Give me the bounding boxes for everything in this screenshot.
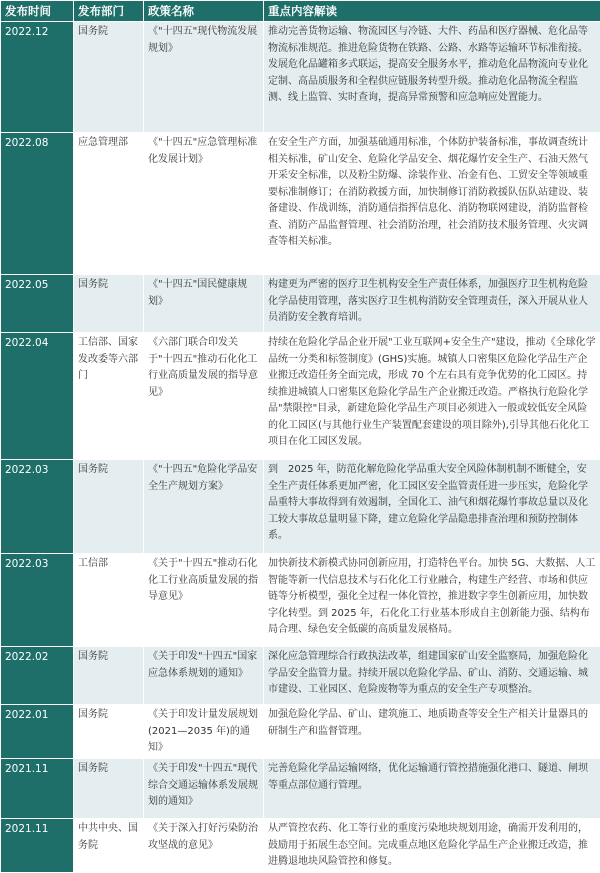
row-department: 国务院 bbox=[74, 460, 144, 554]
row-content: 加强危险化学品、矿山、建筑施工、地质勘查等安全生产相关计量器具的研制生产和监督管理。 bbox=[264, 705, 600, 759]
row-policy-name: 《关于深入打好污染防治攻坚战的意见》 bbox=[144, 819, 264, 873]
row-policy-name: 《关于印发计量发展规划(2021—2035 年)的通知》 bbox=[144, 705, 264, 759]
row-policy-name: 《"十四五"危险化学品安全生产规划方案》 bbox=[144, 460, 264, 554]
row-date: 2022.08 bbox=[1, 133, 74, 275]
row-date: 2021.11 bbox=[1, 759, 74, 819]
row-department: 工信部 bbox=[74, 554, 144, 647]
row-date: 2022.03 bbox=[1, 554, 74, 647]
row-department: 国务院 bbox=[74, 759, 144, 819]
row-date: 2022.02 bbox=[1, 647, 74, 705]
row-policy-name: 《"十四五"应急管理标准化发展计划》 bbox=[144, 133, 264, 275]
row-date: 2022.03 bbox=[1, 460, 74, 554]
row-content: 到 2025 年，防范化解危险化学品重大安全风险体制机制不断健全，安全生产责任体系更加严密，化工园区安全监管责任进一步压实，危险化学品重特大事故得到有效遏制，全国化工、油气和烟花爆竹事故总量以及化工较大事故总量明显下降，建立危险化学品隐患排查治理和预防控制体系。 bbox=[264, 460, 600, 554]
table-row bbox=[1, 22, 600, 133]
row-department: 中共中央、国务院 bbox=[74, 819, 144, 873]
row-policy-name: 《六部门联合印发关于"十四五"推动石化化工行业高质量发展的指导意见》 bbox=[144, 333, 264, 460]
row-content: 持续在危险化学品企业开展"工业互联网+安全生产"建设，推动《全球化学品统一分类和标签制度》(GHS)实施。城镇人口密集区危险化学品生产企业搬迁改造任务全面完成，形成 70 个左右具有竞争优势的化工园区。持续推进城镇人口密集区危险化学品生产企业搬迁改造。严格执行危险化学品"禁限控"目录，新建危险化学品生产项目必须进入一般或较低安全风险的化工园区(与其他行业生产装置配套建设的项目除外),引导其他石化化工项目在化工园区发展。 bbox=[264, 333, 600, 460]
table-row bbox=[1, 275, 600, 333]
row-date: 2021.11 bbox=[1, 819, 74, 873]
header-date: 发布时间 bbox=[1, 1, 74, 22]
table-row bbox=[1, 647, 600, 705]
row-content: 从严管控农药、化工等行业的重度污染地块规划用途，确需开发利用的，鼓励用于拓展生态空间。完成重点地区危险化学品生产企业搬迁改造，推进腾退地块风险管控和修复。 bbox=[264, 819, 600, 873]
row-content: 推动完善货物运输、物流园区与冷链、大件、药品和医疗器械、危化品等物流标准规范。推进危险货物在铁路、公路、水路等运输环节标准衔接。发展危化品罐箱多式联运，提高安全服务水平，推动危化品物流向专业化定制、高品质服务和全程供应链服务转型升级。推动危化品物流全程监测、线上监管、实时查询，提高异常预警和应急响应处置能力。 bbox=[264, 22, 600, 133]
table-row bbox=[1, 460, 600, 554]
row-policy-name: 《关于印发"十四五"国家应急体系规划的通知》 bbox=[144, 647, 264, 705]
header-policy-name: 政策名称 bbox=[144, 1, 264, 22]
table-row bbox=[1, 759, 600, 819]
row-content: 在安全生产方面，加强基础通用标准，个体防护装备标准，事故调查统计相关标准，矿山安全、危险化学品安全、烟花爆竹安全生产、石油天然气开采安全标准，以及粉尘防爆、涂装作业、冶金有色、工贸安全等领域重要标准制修订；在消防救援方面，加快制修订消防救援队伍队站建设、装备建设、作战训练，消防通信指挥信息化、消防物联网建设，消防监督检查、消防产品监督管理、社会消防治理，社会消防技术服务管理、火灾调查等相关标准。 bbox=[264, 133, 600, 275]
row-content: 构建更为严密的医疗卫生机构安全生产责任体系，加强医疗卫生机构危险化学品使用管理，落实医疗卫生机构消防安全管理责任，深入开展从业人员消防安全教育培训。 bbox=[264, 275, 600, 333]
row-date: 2022.05 bbox=[1, 275, 74, 333]
row-department: 国务院 bbox=[74, 647, 144, 705]
row-department: 国务院 bbox=[74, 22, 144, 133]
header-row bbox=[1, 1, 600, 22]
row-department: 应急管理部 bbox=[74, 133, 144, 275]
row-date: 2022.01 bbox=[1, 705, 74, 759]
row-policy-name: 《关于印发"十四五"现代综合交通运输体系发展规划的通知》 bbox=[144, 759, 264, 819]
table-row bbox=[1, 133, 600, 275]
table-row bbox=[1, 554, 600, 647]
header-department: 发布部门 bbox=[74, 1, 144, 22]
table-row bbox=[1, 705, 600, 759]
row-policy-name: 《关于"十四五"推动石化化工行业高质量发展的指导意见》 bbox=[144, 554, 264, 647]
row-department: 国务院 bbox=[74, 705, 144, 759]
table-row bbox=[1, 333, 600, 460]
row-policy-name: 《"十四五"国民健康规划》 bbox=[144, 275, 264, 333]
row-date: 2022.12 bbox=[1, 22, 74, 133]
row-date: 2022.04 bbox=[1, 333, 74, 460]
row-department: 工信部、国家发改委等六部门 bbox=[74, 333, 144, 460]
header-key-content: 重点内容解读 bbox=[264, 1, 600, 22]
table-row bbox=[1, 819, 600, 873]
row-content: 加快新技术新模式协同创新应用，打造特色平台。加快 5G、大数据、人工智能等新一代信息技术与石化化工行业融合，构建生产经营、市场和供应链等分析模型，强化全过程一体化管控，推进数字孪生创新应用，加快数字化转型。到 2025 年，石化化工行业基本形成自主创新能力强、结构布局合理、绿色安全低碳的高质量发展格局。 bbox=[264, 554, 600, 647]
row-policy-name: 《"十四五"现代物流发展规划》 bbox=[144, 22, 264, 133]
row-content: 深化应急管理综合行政执法改革，组建国家矿山安全监察局，加强危险化学品安全监管力量。持续开展以危险化学品、矿山、消防、交通运输、城市建设、工业园区、危险废物等为重点的安全生产专项整治。 bbox=[264, 647, 600, 705]
row-content: 完善危险化学品运输网络，优化运输通行管控措施强化港口、隧道、闸坝等重点部位通行管理。 bbox=[264, 759, 600, 819]
row-department: 国务院 bbox=[74, 275, 144, 333]
